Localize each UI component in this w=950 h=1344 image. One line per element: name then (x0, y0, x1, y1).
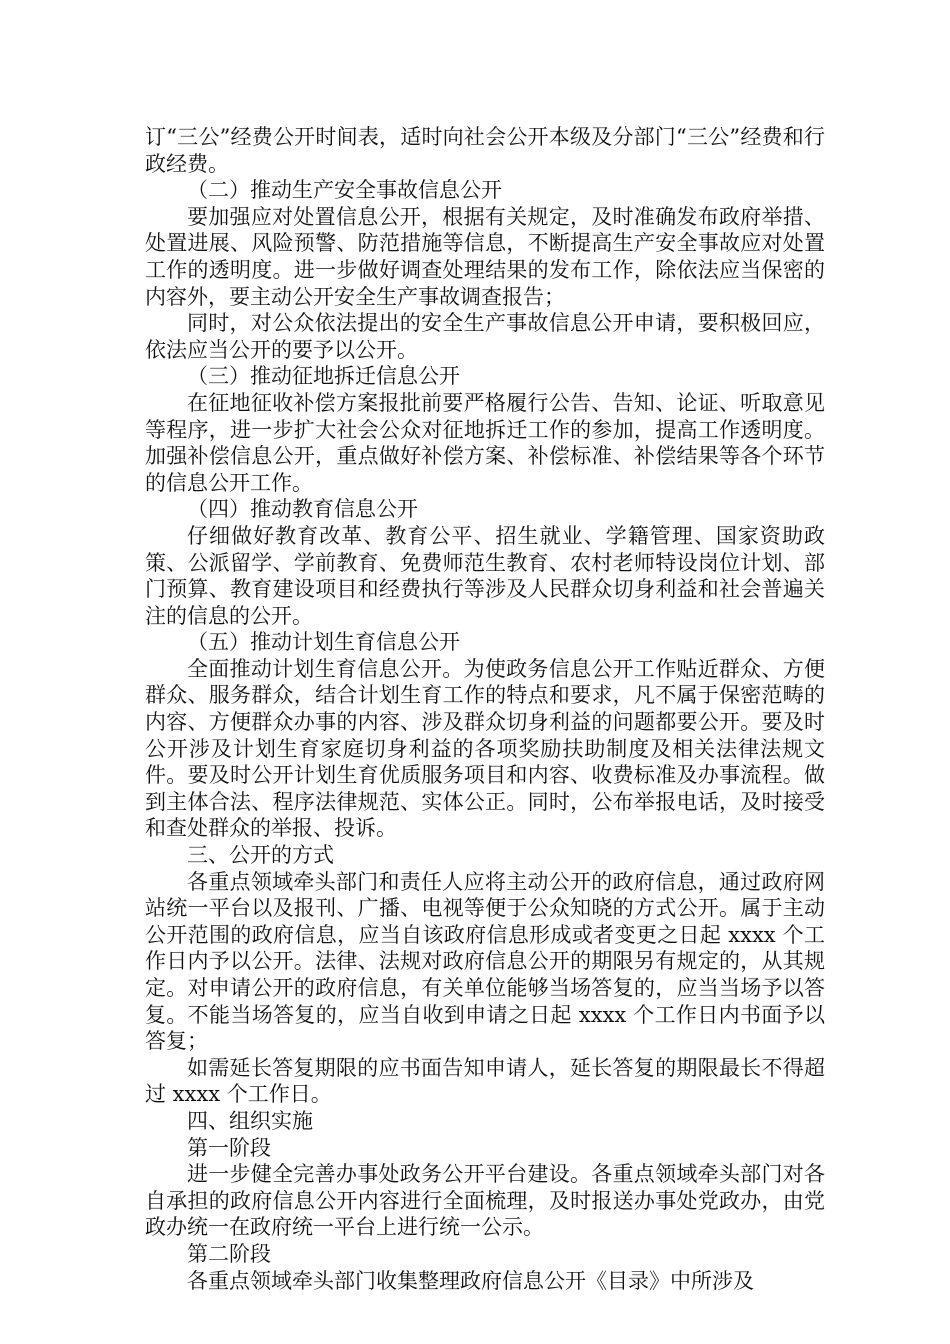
section-heading: （四）推动教育信息公开 (187, 497, 418, 522)
paragraph: 仔细做好教育改革、教育公平、招生就业、学籍管理、国家资助政策、公派留学、学前教育、免费师范生教育、农村老师特设岗位计划、部门预算、教育建设项目和经费执行等涉及人民群众切身利益和社会普遍关注的信息的公开。 (145, 523, 825, 628)
section-heading: （五）推动计划生育信息公开 (187, 630, 460, 655)
paragraph: 同时，对公众依法提出的安全生产事故信息公开申请，要积极回应，依法应当公开的要予以公开。 (145, 311, 825, 362)
section-heading: 三、公开的方式 (187, 843, 334, 868)
stage-heading: 第二阶段 (187, 1241, 271, 1266)
paragraph: 全面推动计划生育信息公开。为使政务信息公开工作贴近群众、方便群众、服务群众，结合计划生育工作的特点和要求，凡不属于保密范畴的内容、方便群众办事的内容、涉及群众切身利益的问题都要公开。要及时公开涉及计划生育家庭切身利益的各项奖励扶助制度及相关法律法规文件。要及时公开计划生育优质服务项目和内容、收费标准及办事流程。做到主体合法、程序法律规范、实体公正。同时，公布举报电话，及时接受和查处群众的举报、投诉。 (145, 656, 825, 841)
stage-heading: 第一阶段 (187, 1135, 271, 1160)
paragraph: 如需延长答复期限的应书面告知申请人，延长答复的期限最长不得超过 xxxx 个工作日。 (145, 1055, 825, 1107)
section-heading: （三）推动征地拆迁信息公开 (187, 364, 460, 389)
paragraph: 各重点领域牵头部门和责任人应将主动公开的政府信息，通过政府网站统一平台以及报刊、广播、电视等便于公众知晓的方式公开。属于主动公开范围的政府信息，应当自该政府信息形成或者变更之日起 xxxx 个工作日内予以公开。法律、法规对政府信息公开的期限另有规定的，从其规定。对申请公开的政府信息，有关单位能够当场答复的，应当当场予以答复。不能当场答复的，应当自收到申请之日起 xxxx 个工作日内书面予以答复； (145, 869, 825, 1054)
document-page (145, 124, 825, 1294)
paragraph: 要加强应对处置信息公开，根据有关规定，及时准确发布政府举措、处置进展、风险预警、防范措施等信息，不断提高生产安全事故应对处置工作的透明度。进一步做好调查处理结果的发布工作，除依法应当保密的内容外，要主动公开安全生产事故调查报告； (145, 204, 825, 309)
paragraph: 进一步健全完善办事处政务公开平台建设。各重点领域牵头部门对各自承担的政府信息公开内容进行全面梳理，及时报送办事处党政办，由党政办统一在政府统一平台上进行统一公示。 (145, 1162, 825, 1240)
paragraph: 订“三公”经费公开时间表，适时向社会公开本级及分部门“三公”经费和行政经费。 (145, 125, 825, 176)
section-heading: （二）推动生产安全事故信息公开 (187, 178, 502, 203)
paragraph: 各重点领域牵头部门收集整理政府信息公开《目录》中所涉及 (187, 1268, 754, 1293)
section-heading: 四、组织实施 (187, 1108, 313, 1133)
paragraph: 在征地征收补偿方案报批前要严格履行公告、告知、论证、听取意见等程序，进一步扩大社会公众对征地拆迁工作的参加，提高工作透明度。加强补偿信息公开，重点做好补偿方案、补偿标准、补偿结果等各个环节的信息公开工作。 (145, 390, 825, 495)
